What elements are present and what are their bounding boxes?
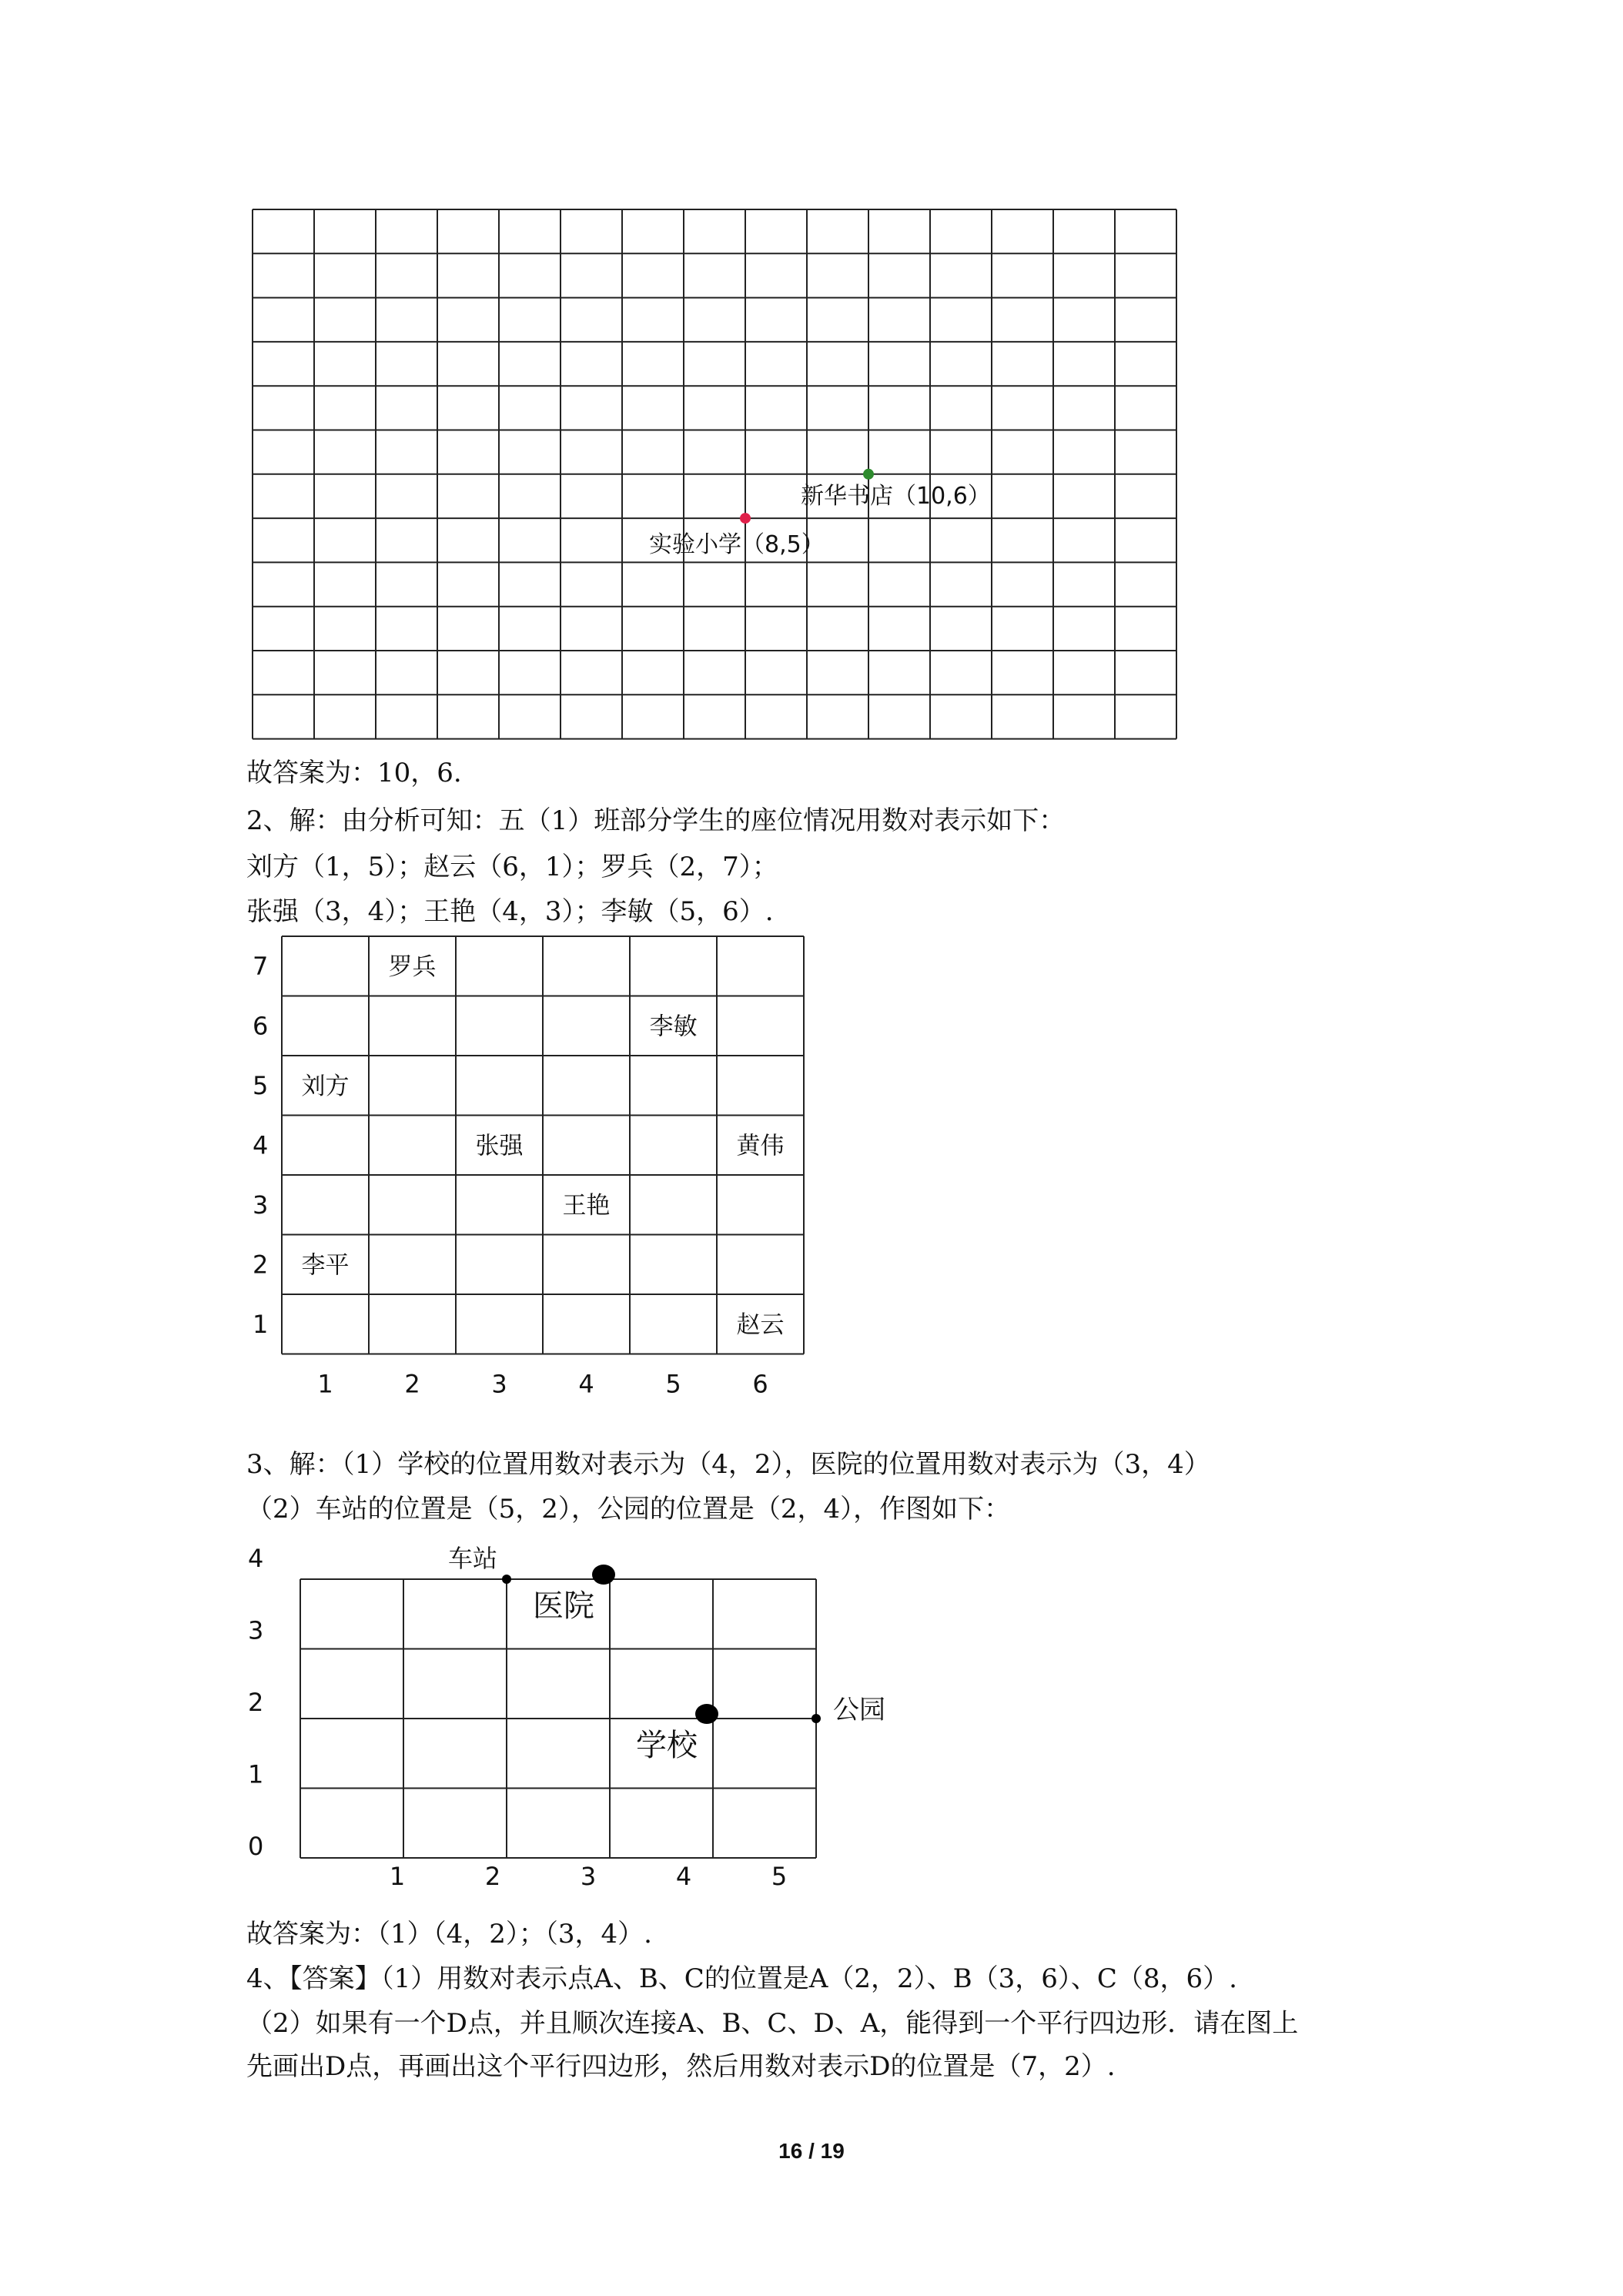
place-marker-small — [502, 1575, 511, 1584]
row-label: 4 — [253, 1130, 269, 1160]
x-axis-label: 2 — [484, 1862, 501, 1891]
column-label: 4 — [578, 1369, 594, 1399]
row-label: 7 — [253, 951, 269, 981]
student-name: 罗兵 — [388, 952, 437, 981]
y-axis-label: 4 — [248, 1544, 264, 1573]
grid-points — [649, 469, 991, 558]
question-3-line-2: （2）车站的位置是（5，2），公园的位置是（2，4），作图如下： — [246, 1494, 1011, 1525]
question-4-line-3: 先画出D点，再画出这个平行四边形，然后用数对表示D的位置是（7，2）. — [246, 2051, 1116, 2082]
x-axis-label: 5 — [771, 1862, 788, 1891]
x-axis-label: 1 — [389, 1862, 406, 1891]
place-label: 医院 — [533, 1588, 594, 1624]
place-label: 车站 — [447, 1544, 497, 1573]
point-marker — [863, 469, 874, 480]
seating-chart-figure — [239, 930, 824, 1407]
place-label: 公园 — [833, 1695, 885, 1725]
column-label: 5 — [665, 1369, 681, 1399]
answer-3: 故答案为：（1）（4，2）；（3，4）. — [246, 1919, 652, 1950]
place-marker-large — [695, 1704, 718, 1724]
student-name: 刘方 — [301, 1072, 350, 1100]
student-name: 黄伟 — [736, 1132, 785, 1160]
map-grid-figure — [239, 1532, 947, 1902]
row-label: 5 — [253, 1070, 269, 1100]
question-2-intro: 2、解：由分析可知：五（1）班部分学生的座位情况用数对表示如下： — [246, 805, 1066, 836]
point-label: 新华书店（10,6） — [801, 482, 991, 510]
x-axis-label: 3 — [580, 1862, 597, 1891]
row-label: 3 — [253, 1190, 269, 1220]
point-marker — [740, 513, 751, 524]
student-name: 张强 — [475, 1132, 524, 1160]
page-number: 16 / 19 — [778, 2139, 845, 2163]
question-2-line-2: 张强（3，4）；王艳（4，3）；李敏（5，6）. — [246, 896, 774, 927]
y-axis-label: 0 — [248, 1832, 264, 1861]
question-3-line-1: 3、解：（1）学校的位置用数对表示为（4，2），医院的位置用数对表示为（3，4） — [246, 1449, 1210, 1480]
x-axis-label: 4 — [675, 1862, 692, 1891]
column-label: 3 — [491, 1369, 507, 1399]
coordinate-grid-figure — [250, 206, 1190, 745]
question-4-line-2: （2）如果有一个D点，并且顺次连接A、B、C、D、A，能得到一个平行四边形．请在图上 — [246, 2008, 1299, 2039]
question-4-line-1: 4、【答案】（1）用数对表示点A、B、C的位置是A（2，2）、B（3，6）、C（8，6）. — [246, 1963, 1237, 1994]
place-marker-small — [812, 1714, 821, 1723]
point-label: 实验小学（8,5） — [649, 531, 825, 559]
answer-1: 故答案为：10，6. — [246, 758, 462, 788]
student-name: 李敏 — [649, 1012, 698, 1041]
student-name: 赵云 — [736, 1310, 785, 1339]
row-label: 2 — [253, 1250, 269, 1280]
place-label: 学校 — [636, 1728, 698, 1763]
y-axis-label: 2 — [248, 1688, 264, 1717]
y-axis-label: 3 — [248, 1615, 264, 1645]
grid-lines — [253, 209, 1176, 739]
place-marker-large — [592, 1565, 615, 1585]
y-axis-label: 1 — [248, 1759, 264, 1789]
column-label: 6 — [752, 1369, 768, 1399]
row-label: 1 — [253, 1309, 269, 1339]
map-grid — [248, 1544, 885, 1891]
column-label: 2 — [404, 1369, 420, 1399]
student-name: 王艳 — [562, 1191, 611, 1220]
student-name: 李平 — [301, 1251, 350, 1280]
column-label: 1 — [317, 1369, 333, 1399]
row-label: 6 — [253, 1011, 269, 1041]
seating-chart — [253, 936, 804, 1399]
question-2-line-1: 刘方（1，5）；赵云（6，1）；罗兵（2，7）； — [246, 852, 778, 882]
